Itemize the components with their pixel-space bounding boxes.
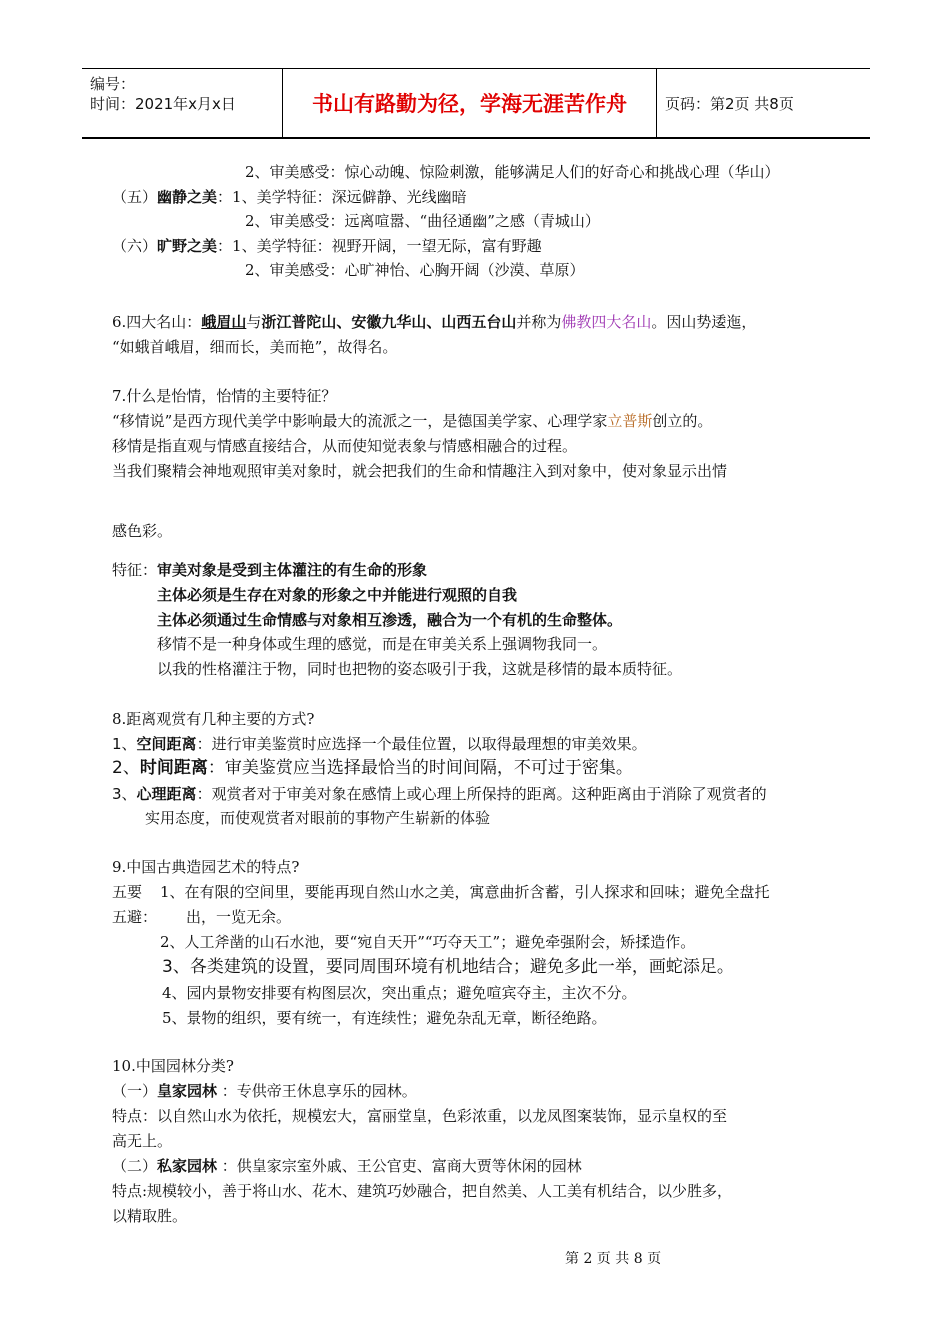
text-line: 五避： bbox=[112, 908, 158, 926]
text-line: 2、审美感受：心旷神怡、心胸开阔（沙漠、草原） bbox=[245, 261, 585, 279]
text-line bbox=[112, 758, 633, 778]
text-line: “如蛾首峨眉，细而长，美而艳”，故得名。 bbox=[112, 338, 398, 356]
text-span: 创立的。 bbox=[652, 412, 713, 430]
text-span: ：审美鉴赏应当选择最恰当的时间间隔，不可过于密集。 bbox=[207, 758, 633, 778]
text-line: 出，一览无余。 bbox=[186, 908, 292, 926]
page-footer: 第 2 页 共 8 页 bbox=[565, 1251, 662, 1267]
text-line: 实用态度，而使观赏者对眼前的事物产生崭新的体验 bbox=[145, 809, 491, 827]
text-span: （六） bbox=[112, 237, 158, 255]
text-line: 5、景物的组织，要有统一，有连续性；避免杂乱无章，断径绝路。 bbox=[162, 1009, 607, 1027]
text-line bbox=[112, 312, 756, 332]
text-line: 特点:规模较小，善于将山水、花木、建筑巧妙融合，把自然美、人工美有机结合，以少胜多， bbox=[112, 1182, 733, 1200]
mountain-name: 峨眉山 bbox=[201, 313, 247, 331]
highlight-term: 佛教四大名山 bbox=[561, 313, 652, 331]
text-line: 2、审美感受：远离喧嚣、“曲径通幽”之感（青城山） bbox=[245, 212, 600, 230]
text-line bbox=[112, 1081, 417, 1101]
text-line: 当我们聚精会神地观照审美对象时，就会把我们的生命和情趣注入到对象中，使对象显示出情 bbox=[112, 462, 728, 480]
text-line: 以我的性格灌注于物，同时也把物的姿态吸引于我，这就是移情的最本质特征。 bbox=[157, 660, 683, 678]
text-line: 以精取胜。 bbox=[112, 1207, 188, 1225]
text-line: 2、人工斧凿的山石水池，要“宛自天开”“巧夺天工”；避免牵强附会，矫揉造作。 bbox=[160, 933, 696, 951]
text-span: 3、 bbox=[112, 785, 137, 803]
text-span: ：1、美学特征：视野开阔，一望无际，富有野趣 bbox=[217, 237, 542, 255]
text-span: 1、 bbox=[112, 735, 137, 753]
text-span: 特征： bbox=[112, 561, 158, 579]
text-line: 4、园内景物安排要有构图层次，突出重点；避免喧宾夺主，主次不分。 bbox=[162, 984, 637, 1002]
question-heading: 8.距离观赏有几种主要的方式? bbox=[112, 710, 315, 728]
question-heading: 10.中国园林分类? bbox=[112, 1057, 234, 1075]
highlight-name: 立普斯 bbox=[607, 412, 653, 430]
text-span: ：专供帝王休息享乐的园林。 bbox=[217, 1082, 417, 1100]
text-line bbox=[112, 187, 467, 207]
text-line: 2、审美感受：惊心动魄、惊险刺激，能够满足人们的好奇心和挑战心理（华山） bbox=[245, 163, 780, 181]
header-motto: 书山有路勤为径，学海无涯苦作舟 bbox=[283, 69, 657, 137]
text-line: 1、在有限的空间里，要能再现自然山水之美，寓意曲折含蓄，引人探求和回味；避免全盘托 bbox=[160, 883, 770, 901]
text-line bbox=[112, 411, 712, 431]
question-heading: 7.什么是怡情，怡情的主要特征？ bbox=[112, 387, 337, 405]
text-span: ：观赏者对于审美对象在感情上或心理上所保持的距离。这种距离由于消除了观赏者的 bbox=[196, 785, 767, 803]
text-line: 移情不是一种身体或生理的感觉，而是在审美关系上强调物我同一。 bbox=[157, 635, 608, 653]
page-header bbox=[82, 68, 870, 139]
feature-item: 主体必须通过生命情感与对象相互渗透，融合为一个有机的生命整体。 bbox=[157, 611, 623, 629]
text-line: 高无上。 bbox=[112, 1132, 173, 1150]
text-span: 并称为 bbox=[516, 313, 562, 331]
term-span: 时间距离 bbox=[139, 758, 208, 778]
header-meta bbox=[82, 69, 283, 137]
text-line bbox=[112, 1156, 582, 1176]
term-span: 心理距离 bbox=[136, 785, 197, 803]
text-span: （五） bbox=[112, 188, 158, 206]
feature-item: 审美对象是受到主体灌注的有生命的形象 bbox=[157, 561, 428, 579]
text-line: 特点：以自然山水为依托，规模宏大，富丽堂皇，色彩浓重，以龙凤图案装饰，显示皇权的至 bbox=[112, 1107, 728, 1125]
heading-span: 旷野之美 bbox=[157, 237, 218, 255]
text-span: 6.四大名山： bbox=[112, 313, 202, 331]
text-span: 2、 bbox=[112, 758, 140, 778]
text-line bbox=[112, 784, 767, 804]
date-label: 时间：2021年x月x日 bbox=[90, 95, 236, 113]
text-line: 五要 bbox=[112, 883, 143, 901]
term-span: 皇家园林 bbox=[157, 1082, 218, 1100]
text-span: （二） bbox=[112, 1157, 158, 1175]
term-span: 私家园林 bbox=[157, 1157, 218, 1175]
text-span: “移情说”是西方现代美学中影响最大的流派之一，是德国美学家、心理学家 bbox=[112, 412, 608, 430]
number-label: 编号： bbox=[90, 75, 136, 93]
question-heading: 9.中国古典造园艺术的特点? bbox=[112, 858, 300, 876]
feature-item: 主体必须是生存在对象的形象之中并能进行观照的自我 bbox=[157, 586, 518, 604]
text-line: 3、各类建筑的设置，要同周围环境有机地结合；避免多此一举，画蛇添足。 bbox=[162, 957, 734, 977]
heading-span: 幽静之美 bbox=[157, 188, 218, 206]
text-span: （一） bbox=[112, 1082, 158, 1100]
text-line bbox=[112, 560, 427, 580]
text-line bbox=[112, 734, 647, 754]
text-line bbox=[112, 236, 542, 256]
term-span: 空间距离 bbox=[136, 735, 197, 753]
text-line: 感色彩。 bbox=[112, 522, 173, 540]
header-page-label: 页码：第2页 共8页 bbox=[665, 94, 794, 113]
text-span: 。因山势逶迤， bbox=[651, 313, 757, 331]
mountain-names: 浙江普陀山、安徽九华山、山西五台山 bbox=[261, 313, 517, 331]
text-span: ：进行审美鉴赏时应选择一个最佳位置，以取得最理想的审美效果。 bbox=[196, 735, 647, 753]
text-span: ：1、美学特征：深远僻静、光线幽暗 bbox=[217, 188, 467, 206]
text-span: 与 bbox=[246, 313, 262, 331]
text-span: ：供皇家宗室外戚、王公官吏、富商大贾等休闲的园林 bbox=[217, 1157, 582, 1175]
text-line: 移情是指直观与情感直接结合，从而使知觉表象与情感相融合的过程。 bbox=[112, 437, 578, 455]
